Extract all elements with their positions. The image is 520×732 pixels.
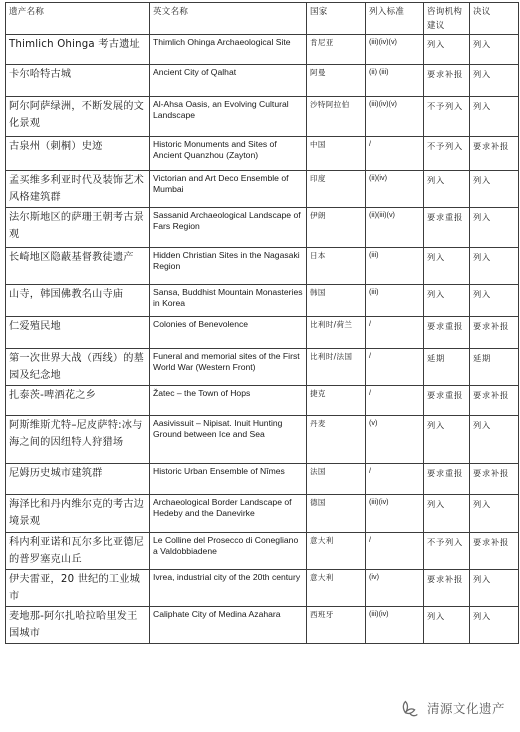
table-row [6,386,519,416]
table-header-row [6,3,519,35]
cell-name-cn: 海泽比和丹内维尔克的考古边境景观 [6,495,150,533]
cell-name-cn: 科内利亚诺和瓦尔多比亚德尼的普罗塞克山丘 [6,533,150,570]
cell-country: 丹麦 [307,416,366,464]
cell-name-cn: 阿尔阿萨绿洲，不断发展的文化景观 [6,97,150,137]
cell-advisory: 列入 [424,285,470,317]
cell-criteria: (iii)(iv)(v) [366,97,424,137]
cell-name-en: Ivrea, industrial city of the 20th century [150,570,307,607]
cell-decision: 要求补报 [470,317,519,349]
cell-name-cn: 尼姆历史城市建筑群 [6,464,150,495]
cell-name-en: Colonies of Benevolence [150,317,307,349]
cell-decision: 列入 [470,65,519,97]
cell-decision: 列入 [470,171,519,208]
cell-criteria: (iii)(iv) [366,495,424,533]
table-row [6,65,519,97]
cell-advisory: 不予列入 [424,97,470,137]
cell-decision: 要求补报 [470,386,519,416]
cell-decision: 延期 [470,349,519,386]
table-row [6,570,519,607]
cell-name-en: Historic Monuments and Sites of Ancient Quanzhou (Zayton) [150,137,307,171]
cell-criteria: (iii) [366,248,424,285]
cell-name-cn: 第一次世界大战（西线）的墓园及纪念地 [6,349,150,386]
cell-name-cn: 法尔斯地区的萨珊王朝考古景观 [6,208,150,248]
cell-advisory: 要求重报 [424,317,470,349]
cell-advisory: 列入 [424,35,470,65]
cell-name-en: Le Colline del Prosecco di Conegliano a Valdobbiadene [150,533,307,570]
cell-name-en: Aasivissuit – Nipisat. Inuit Hunting Ground between Ice and Sea [150,416,307,464]
cell-advisory: 要求重报 [424,464,470,495]
cell-country: 肯尼亚 [307,35,366,65]
cell-country: 捷克 [307,386,366,416]
cell-name-en: Funeral and memorial sites of the First World War (Western Front) [150,349,307,386]
cell-criteria: (iv) [366,570,424,607]
cell-criteria: / [366,386,424,416]
watermark [399,696,505,720]
table-row [6,137,519,171]
cell-name-en: Žatec – the Town of Hops [150,386,307,416]
cell-advisory: 要求重报 [424,208,470,248]
cell-name-cn: 古泉州（刺桐）史迹 [6,137,150,171]
cell-decision: 列入 [470,495,519,533]
table-row [6,533,519,570]
cell-advisory: 列入 [424,171,470,208]
cell-name-cn: 山寺，韩国佛教名山寺庙 [6,285,150,317]
heritage-table [5,2,519,644]
cell-name-en: Ancient City of Qalhat [150,65,307,97]
table-row [6,317,519,349]
table-row [6,248,519,285]
cell-country: 西班牙 [307,607,366,644]
cell-country: 伊朗 [307,208,366,248]
cell-advisory: 要求补报 [424,570,470,607]
cell-advisory: 列入 [424,416,470,464]
cell-name-cn: 长崎地区隐蔽基督教徒遗产 [6,248,150,285]
cell-criteria: / [366,349,424,386]
cell-country: 阿曼 [307,65,366,97]
cell-advisory: 列入 [424,607,470,644]
cell-decision: 列入 [470,35,519,65]
cell-decision: 列入 [470,416,519,464]
table-row [6,495,519,533]
table-row [6,416,519,464]
watermark-text: 清源文化遗产 [427,701,506,716]
cell-country: 法国 [307,464,366,495]
cell-name-cn: 卡尔哈特古城 [6,65,150,97]
header-name-cn: 遗产名称 [6,3,150,35]
cell-country: 德国 [307,495,366,533]
cell-country: 韩国 [307,285,366,317]
cell-name-en: Sassanid Archaeological Landscape of Fars Region [150,208,307,248]
cell-criteria: (v) [366,416,424,464]
cell-decision: 列入 [470,97,519,137]
cell-name-en: Archaeological Border Landscape of Hedeby and the Danevirke [150,495,307,533]
cell-name-en: Hidden Christian Sites in the Nagasaki Region [150,248,307,285]
cell-criteria: (ii)(iv) [366,171,424,208]
cell-criteria: (ii) (iii) [366,65,424,97]
header-advisory: 咨询机构建议 [424,3,470,35]
cell-criteria: / [366,317,424,349]
cell-advisory: 不予列入 [424,533,470,570]
cell-name-en: Caliphate City of Medina Azahara [150,607,307,644]
cell-criteria: (iii)(iv)(v) [366,35,424,65]
cell-advisory: 要求重报 [424,386,470,416]
cell-name-cn: 阿斯维斯尤特–尼皮萨特:冰与海之间的因纽特人狩猎场 [6,416,150,464]
cell-criteria: / [366,464,424,495]
wechat-channel-icon [399,697,421,719]
cell-advisory: 延期 [424,349,470,386]
cell-decision: 列入 [470,285,519,317]
table-row [6,35,519,65]
cell-criteria: (iii) [366,285,424,317]
table-row [6,97,519,137]
cell-criteria: / [366,137,424,171]
cell-decision: 列入 [470,570,519,607]
cell-name-cn: 扎泰茨-啤酒花之乡 [6,386,150,416]
cell-country: 比利时/法国 [307,349,366,386]
cell-decision: 要求补报 [470,533,519,570]
table-row [6,208,519,248]
cell-name-en: Historic Urban Ensemble of Nîmes [150,464,307,495]
cell-name-cn: 孟买维多利亚时代及装饰艺术风格建筑群 [6,171,150,208]
cell-decision: 要求补报 [470,464,519,495]
table-row [6,464,519,495]
cell-advisory: 要求补报 [424,65,470,97]
cell-decision: 列入 [470,208,519,248]
cell-country: 比利时/荷兰 [307,317,366,349]
cell-name-en: Victorian and Art Deco Ensemble of Mumbai [150,171,307,208]
table-row [6,171,519,208]
cell-advisory: 不予列入 [424,137,470,171]
header-country: 国家 [307,3,366,35]
cell-name-en: Thimlich Ohinga Archaeological Site [150,35,307,65]
header-criteria: 列入标准 [366,3,424,35]
cell-name-en: Al-Ahsa Oasis, an Evolving Cultural Landscape [150,97,307,137]
header-decision: 决议 [470,3,519,35]
cell-criteria: (ii)(iii)(v) [366,208,424,248]
cell-country: 意大利 [307,533,366,570]
cell-decision: 要求补报 [470,137,519,171]
table-row [6,285,519,317]
cell-name-cn: 麦地那-阿尔扎哈拉哈里发王国城市 [6,607,150,644]
cell-country: 意大利 [307,570,366,607]
cell-decision: 列入 [470,248,519,285]
table-row [6,349,519,386]
header-name-en: 英文名称 [150,3,307,35]
cell-name-cn: 伊夫雷亚，20 世纪的工业城市 [6,570,150,607]
cell-advisory: 列入 [424,248,470,285]
cell-name-cn: 仁爱殖民地 [6,317,150,349]
cell-country: 日本 [307,248,366,285]
cell-name-en: Sansa, Buddhist Mountain Monasteries in Korea [150,285,307,317]
cell-advisory: 列入 [424,495,470,533]
table-row [6,607,519,644]
cell-country: 印度 [307,171,366,208]
cell-country: 沙特阿拉伯 [307,97,366,137]
cell-criteria: (iii)(iv) [366,607,424,644]
cell-criteria: / [366,533,424,570]
cell-decision: 列入 [470,607,519,644]
cell-country: 中国 [307,137,366,171]
cell-name-cn: Thimlich Ohinga 考古遗址 [6,35,150,65]
